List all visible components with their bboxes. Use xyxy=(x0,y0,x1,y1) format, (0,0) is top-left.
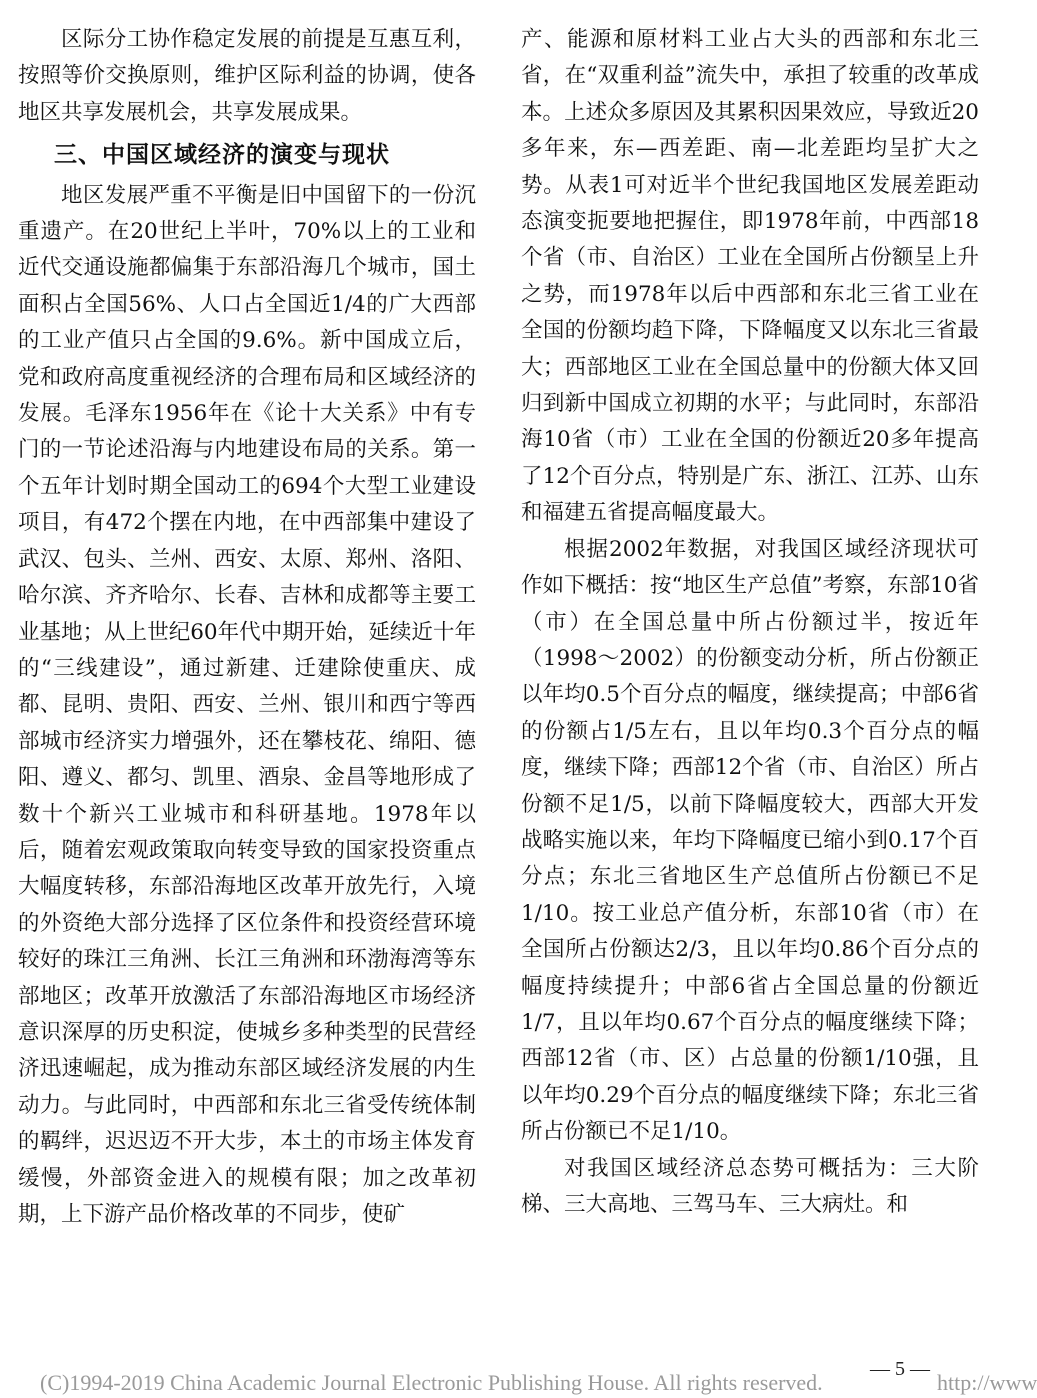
copyright-notice: (C)1994-2019 China Academic Journal Electronic Publishing House. All rights reserved. xyxy=(40,1370,823,1395)
paragraph-continued: 产、能源和原材料工业占大头的西部和东北三省，在“双重利益”流失中，承担了较重的改革成本。上述众多原因及其累积因果效应，导致近20多年来，东—西差距、南—北差距均呈扩大之势。从表1可对近半个世纪我国地区发展差距动态演变扼要地把握住，即1978年前，中西部18个省（市、自治区）工业在全国所占份额呈上升之势，而1978年以后中西部和东北三省工业在全国的份额均趋下降，下降幅度又以东北三省最大；西部地区工业在全国总量中的份额大体又回归到新中国成立初期的水平；与此同时，东部沿海10省（市）工业在全国的份额近20多年提高了12个百分点，特别是广东、浙江、江苏、山东和福建五省提高幅度最大。 xyxy=(521,27,979,526)
left-column xyxy=(18,22,476,1233)
paragraph: 根据2002年数据，对我国区域经济现状可作如下概括：按“地区生产总值”考察，东部10省（市）在全国总量中所占份额过半，按近年（1998～2002）的份额变动分析，所占份额正以年均0.5个百分点的幅度，继续提高；中部6省的份额占1/5左右，且以年均0.3个百分点的幅度，继续下降；西部12个省（市、自治区）所占份额不足1/5，以前下降幅度较大，西部大开发战略实施以来，年均下降幅度已缩小到0.17个百分点；东北三省地区生产总值所占份额已不足1/10。按工业总产值分析，东部10省（市）在全国所占份额达2/3，且以年均0.86个百分点的幅度持续提升；中部6省占全国总量的份额近1/7，且以年均0.67个百分点的幅度继续下降；西部12省（市、区）占总量的份额1/10强，且以年均0.29个百分点的幅度继续下降；东北三省所占份额已不足1/10。 xyxy=(521,536,979,1145)
footer-url: http://www xyxy=(937,1370,1037,1395)
paragraph: 地区发展严重不平衡是旧中国留下的一份沉重遗产。在20世纪上半叶，70%以上的工业和近代交通设施都偏集于东部沿海几个城市，国土面积占全国56%、人口占全国近1/4的广大西部的工业产值只占全国的9.6%。新中国成立后，党和政府高度重视经济的合理布局和区域经济的发展。毛泽东1956年在《论十大关系》中有专门的一节论述沿海与内地建设布局的关系。第一个五年计划时期全国动工的694个大型工业建设项目，有472个摆在内地，在中西部集中建设了武汉、包头、兰州、西安、太原、郑州、洛阳、哈尔滨、齐齐哈尔、长春、吉林和成都等主要工业基地；从上世纪60年代中期开始，延续近十年的“三线建设”，通过新建、迁建除使重庆、成都、昆明、贵阳、西安、兰州、银川和西宁等西部城市经济实力增强外，还在攀枝花、绵阳、德阳、遵义、都匀、凯里、酒泉、金昌等地形成了数十个新兴工业城市和科研基地。1978年以后，随着宏观政策取向转变导致的国家投资重点大幅度转移，东部沿海地区改革开放先行，入境的外资绝大部分选择了区位条件和投资经营环境较好的珠江三角洲、长江三角洲和环渤海湾等东部地区；改革开放激活了东部沿海地区市场经济意识深厚的历史积淀，使城乡多种类型的民营经济迅速崛起，成为推动东部区域经济发展的内生动力。与此同时，中西部和东北三省受传统体制的羁绊，迟迟迈不开大步，本土的市场主体发育缓慢，外部资金进入的规模有限；加之改革初期，上下游产品价格改革的不同步，使矿 xyxy=(18,182,476,1227)
paragraph: 对我国区域经济总态势可概括为：三大阶梯、三大高地、三驾马车、三大病灶。和 xyxy=(521,1155,979,1217)
paragraph: 区际分工协作稳定发展的前提是互惠互利，按照等价交换原则，维护区际利益的协调，使各地区共享发展机会，共享发展成果。 xyxy=(18,27,476,125)
right-column xyxy=(521,22,979,1223)
section-heading: 三、中国区域经济的演变与现状 xyxy=(54,142,390,169)
page-number: — 5 — xyxy=(870,1358,930,1380)
